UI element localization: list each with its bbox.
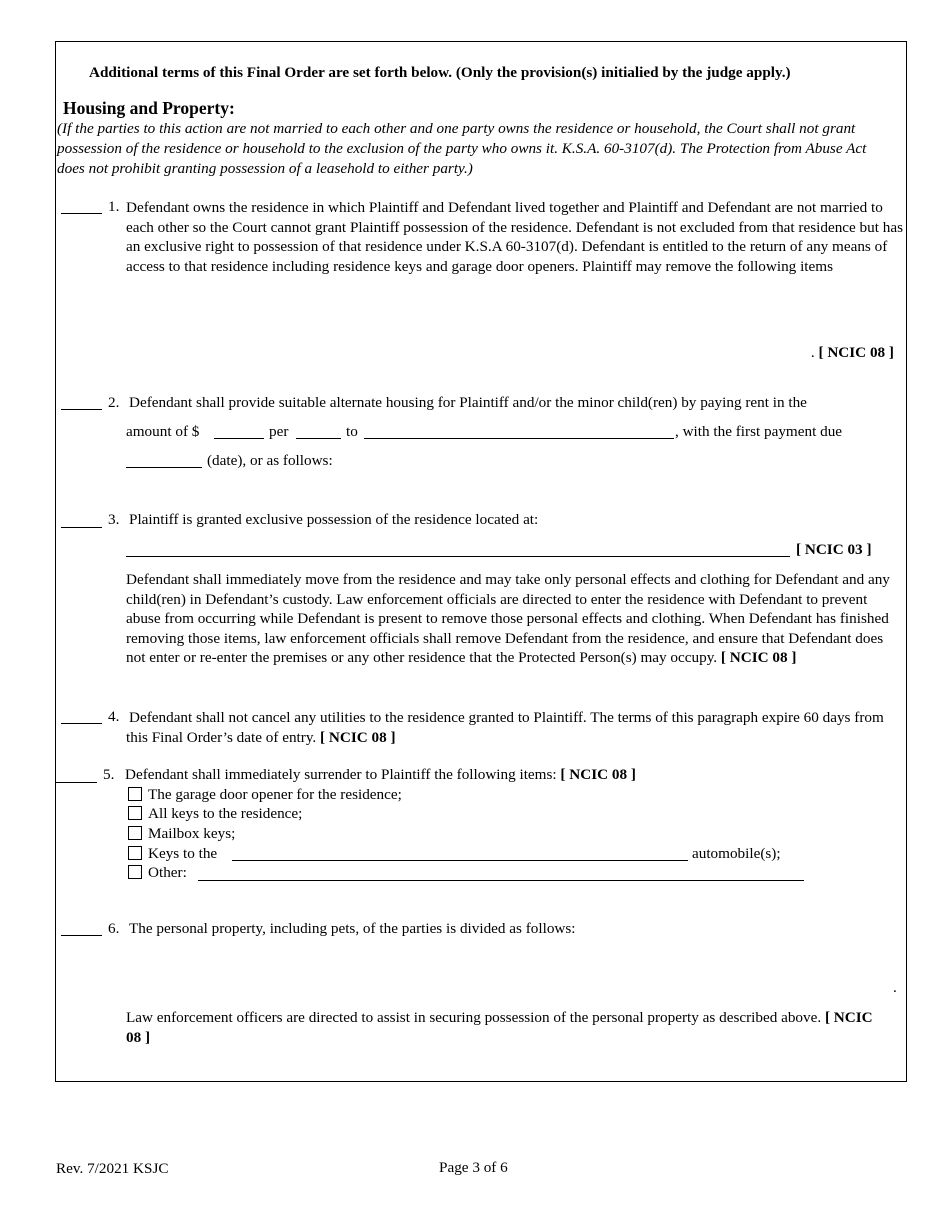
- initial-line-item-4[interactable]: [61, 723, 102, 724]
- rent-period-field[interactable]: [296, 438, 341, 439]
- item-5-number: 5.: [103, 766, 115, 783]
- item-2-number: 2.: [108, 394, 120, 411]
- header-note: Additional terms of this Final Order are set forth below. (Only the provision(s) initialied by the judge apply.): [89, 64, 791, 81]
- item-3-number: 3.: [108, 511, 120, 528]
- item-2-date-label: (date), or as follows:: [207, 452, 333, 469]
- item-3-code: [ NCIC 03 ]: [796, 541, 872, 558]
- rent-payee-field[interactable]: [364, 438, 674, 439]
- automobile-suffix: automobile(s);: [692, 845, 781, 862]
- item-1-code-prefix: .: [810, 344, 815, 361]
- surrender-option-garage[interactable]: [128, 786, 402, 804]
- item-2-per-label: per: [269, 423, 289, 440]
- item-2-text: Defendant shall provide suitable alternate housing for Plaintiff and/or the minor child(ren) by paying rent in the: [129, 394, 807, 411]
- item-6-text: The personal property, including pets, of the parties is divided as follows:: [129, 920, 576, 937]
- surrender-option-other[interactable]: [128, 864, 187, 882]
- other-items-field[interactable]: [198, 880, 804, 881]
- item-2-amount-label: amount of $: [126, 423, 200, 440]
- mailbox-keys-label: Mailbox keys;: [148, 825, 236, 842]
- item-4-number: 4.: [108, 708, 120, 725]
- item-1-text: [126, 198, 904, 276]
- automobile-field[interactable]: [232, 860, 688, 861]
- section-note: (If the parties to this action are not married to each other and one party owns the residence or household, the Court shall not grant possession of the residence or household to the exclusion of the party who owns it. K.S.A. 60-3107(d). The Protection from Abuse Act does not prohibit granting possession of a leasehold to either party.): [57, 120, 867, 177]
- residence-keys-checkbox[interactable]: [128, 806, 142, 820]
- item-5-code: [ NCIC 08 ]: [560, 766, 636, 783]
- residence-keys-label: All keys to the residence;: [148, 805, 303, 822]
- surrender-option-mailbox[interactable]: [128, 825, 235, 843]
- footer-revision: Rev. 7/2021 KSJC: [56, 1160, 169, 1177]
- item-2-first-payment: , with the first payment due: [675, 423, 843, 440]
- surrender-option-automobile[interactable]: [128, 845, 217, 863]
- item-2-to-label: to: [346, 423, 358, 440]
- initial-line-item-1[interactable]: [61, 213, 102, 214]
- first-payment-date-field[interactable]: [126, 467, 202, 468]
- item-3-text: Plaintiff is granted exclusive possession of the residence located at:: [129, 511, 539, 528]
- initial-line-item-6[interactable]: [61, 935, 102, 936]
- mailbox-keys-checkbox[interactable]: [128, 826, 142, 840]
- item-1-code-text: [ NCIC 08 ]: [818, 344, 894, 361]
- rent-amount-field[interactable]: [214, 438, 264, 439]
- automobile-keys-label: Keys to the: [148, 845, 218, 862]
- item-5-body: Defendant shall immediately surrender to Plaintiff the following items:: [125, 766, 557, 783]
- item-1-number: 1.: [108, 198, 120, 215]
- item-1-body: Defendant owns the residence in which Plaintiff and Defendant lived together and Plaintiff and Defendant are not married to each other so the Court cannot grant Plaintiff possession of the residence. Defendant is not excluded from that residence but has an exclusive right to possession of that residence under K.S.A 60-3107(d). Defendant is entitled to the return of any means of access to that residence including residence keys and garage door openers. Plaintiff may remove the following items: [126, 199, 904, 275]
- item-6-number: 6.: [108, 920, 120, 937]
- garage-opener-label: The garage door opener for the residence;: [148, 786, 402, 803]
- item-6-body: [126, 1008, 886, 1047]
- garage-opener-checkbox[interactable]: [128, 787, 142, 801]
- section-title: Housing and Property:: [63, 98, 235, 118]
- item-1-code: [811, 344, 894, 362]
- other-label: Other:: [148, 864, 187, 881]
- item-6-body-code: [ NCIC 08 ]: [126, 1009, 873, 1046]
- item-4-text: [126, 708, 908, 747]
- residence-address-field[interactable]: [126, 556, 790, 557]
- automobile-keys-checkbox[interactable]: [128, 846, 142, 860]
- item-3-body-code: [ NCIC 08 ]: [720, 649, 797, 667]
- surrender-option-residence-keys[interactable]: [128, 805, 302, 823]
- item-6-trailing-period: .: [893, 979, 897, 996]
- initial-line-item-2[interactable]: [61, 409, 102, 410]
- item-5-text: [125, 766, 636, 784]
- item-3-body: [126, 570, 902, 668]
- initial-line-item-5[interactable]: [56, 782, 97, 783]
- item-6-body-text: Law enforcement officers are directed to assist in securing possession of the personal property as described above.: [126, 1009, 822, 1026]
- item-4-body: Defendant shall not cancel any utilities to the residence granted to Plaintiff. The terms of this paragraph expire 60 days from this Final Order’s date of entry.: [126, 709, 884, 746]
- other-checkbox[interactable]: [128, 865, 142, 879]
- footer-page-number: Page 3 of 6: [439, 1159, 508, 1176]
- initial-line-item-3[interactable]: [61, 527, 102, 528]
- item-4-code: [ NCIC 08 ]: [320, 728, 396, 746]
- item-3-body-text: Defendant shall immediately move from the residence and may take only personal effects and clothing for Defendant and any child(ren) in Defendant’s custody. Law enforcement officials are directed to enter the residence with Defendant to prevent abuse from occurring while Defendant is present to remove those personal effects and clothing. When Defendant has finished removing those items, law enforcement officials shall remove Defendant from the residence, and ensure that Defendant does not enter or re-enter the premises or any other residence that the Protected Person(s) may occupy.: [126, 571, 890, 667]
